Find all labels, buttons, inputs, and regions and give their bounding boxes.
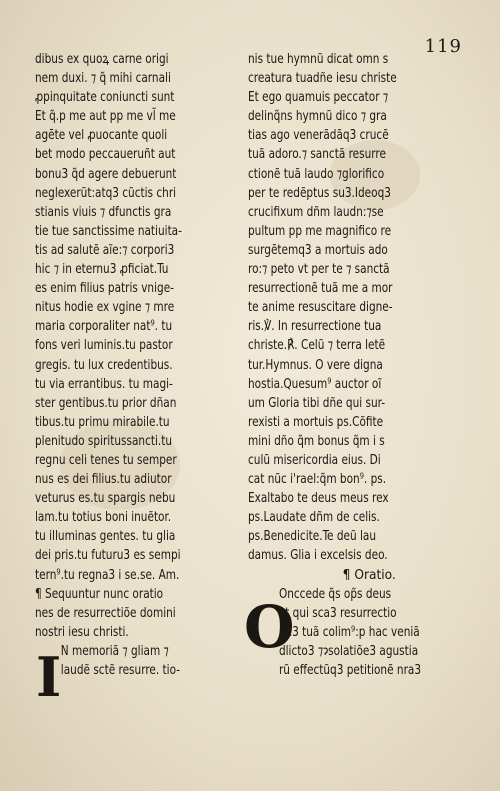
text-line: es enim filius patris vnige- — [35, 280, 174, 297]
text-line: damus. Glia i excelsis deo. — [248, 547, 388, 564]
text-line: ro:⁊ peto vt per te ⁊ sanctã — [248, 261, 390, 278]
text-line: agēte vel ꝓuocante quoli — [35, 127, 168, 144]
text-line: stianis viuis ⁊ dfunctis gra — [35, 203, 172, 220]
text-line: ster gentibus.tu prior dñan — [35, 394, 177, 411]
text-line: resurrectionẽ tuã me a mor — [248, 280, 393, 297]
text-line: creatura tuadñe iesu christe — [248, 70, 397, 87]
text-line: te anime resuscitare digne- — [248, 299, 393, 316]
text-line: Onccede q̃s op̃s deus — [278, 585, 392, 602]
text-line: hic ⁊ in eternu3 ꝓficiat.Tu — [35, 261, 169, 278]
text-line: bet modo peccaueruñt aut — [35, 146, 176, 163]
text-line: ne3 tuã colim⁹:p hac veniã — [278, 623, 420, 640]
text-line: dibus ex quoꝝ carne origi — [35, 51, 169, 67]
text-line: bonu3 q̃d agere debuerunt — [35, 165, 177, 182]
text-line: nitus hodie ex vgine ⁊ mre — [35, 299, 175, 316]
text-line: tuã adoro.⁊ sanctã resurre — [248, 146, 386, 163]
text-line: plenitudo spiritussancti.tu — [35, 432, 173, 449]
text-line: mini dño q̃m bonus q̃m i s — [248, 432, 385, 449]
text-line: lam.tu totius boni inuẽtor. — [35, 509, 172, 526]
text-line: tibus.tu primu mirabile.tu — [35, 413, 170, 430]
drop-cap-I: I — [36, 645, 62, 709]
text-line: tern⁹.tu regna3 i se.se. Am. — [35, 566, 180, 583]
text-line: ris.℣. In resurrectione tua — [248, 318, 382, 335]
text-line: nis tue hymnũ dicat omn s — [248, 51, 389, 67]
text-line: crucifixum dñm laudn:⁊se — [248, 203, 384, 220]
text-line: maria corporaliter nat⁹. tu — [35, 318, 173, 335]
text-line: per te redẽptus su3.Ideoq3 — [248, 184, 391, 201]
text-line: Et q̃.p me aut pp me vl̃ me — [35, 108, 176, 125]
text-line: Et ego quamuis peccator ⁊ — [248, 89, 389, 106]
text-line: dei pris.tu futuru3 es sempi — [35, 547, 181, 564]
left-column — [35, 50, 240, 680]
text-line: ctionẽ tuã laudo ⁊glorifico — [248, 165, 385, 182]
text-line: laudẽ sctẽ resurre. tio- — [60, 662, 181, 678]
rubric-line: nes de resurrectiõe domini — [35, 604, 176, 621]
text-line: tis ad salutẽ aĩe:⁊ corpori3 — [35, 241, 175, 258]
folio-number: 119 — [424, 36, 462, 57]
rubric-line: nostri iesu christi. — [35, 623, 129, 640]
text-line: ps.Benedicite.Te deũ lau — [248, 528, 377, 545]
text-line: nem duxi. ⁊ q̃ mihi carnali — [35, 70, 171, 87]
text-line: delinq̃ns hymnũ dico ⁊ gra — [248, 108, 387, 125]
text-line: hostia.Quesum⁹ auctor oĩ — [248, 375, 382, 392]
text-line: neglexerũt:atq3 cũctis chri — [35, 184, 177, 201]
text-line: Exaltabo te deus meus rex — [248, 490, 389, 507]
text-line: dlicto3 ⁊ɂsolatiõe3 agustia — [278, 642, 419, 659]
right-column — [248, 50, 457, 680]
text-line: rũ effectũq3 petitionẽ nra3 — [278, 662, 422, 678]
text-line: nus es dei filius.tu adiutor — [35, 471, 172, 488]
text-line: surgẽtemq3 a mortuis ado — [248, 241, 388, 258]
text-line: vt qui sca3 resurrectio — [278, 604, 397, 621]
text-line: tias ago venerãdãq3 crucẽ — [248, 127, 389, 144]
text-line: ps.Laudate dñm de celis. — [248, 509, 380, 526]
text-line: veturus es.tu spargis nebu — [35, 490, 176, 507]
text-line: cat nũc i'rael:q̃m bon⁹. ps. — [248, 471, 387, 488]
text-line: rexisti a mortuis ps.Cõfite — [248, 413, 384, 430]
text-line: N memoriã ⁊ gliam ⁊ — [60, 642, 169, 659]
text-line: christe.℟. Celũ ⁊ terra letẽ — [248, 337, 386, 354]
text-line: tu illuminas gentes. tu glia — [35, 528, 176, 545]
text-line: tie tue sanctissime natiuita- — [35, 222, 182, 239]
text-line: tu via errantibus. tu magi- — [35, 375, 173, 392]
rubric-heading: ¶ Oratio. — [342, 566, 396, 583]
text-line: tur.Hymnus. O vere digna — [248, 356, 383, 373]
drop-cap-O: O — [244, 593, 295, 661]
text-line: gregis. tu lux credentibus. — [35, 356, 173, 373]
text-line: ꝓpinquitate coniuncti sunt — [35, 89, 175, 106]
text-line: culũ misericordia eius. Di — [248, 451, 381, 468]
text-line: pultum pp me magnifico re — [248, 222, 392, 239]
text-line: regnu celi tenes tu semper — [35, 451, 177, 468]
text-line: fons veri luminis.tu pastor — [35, 337, 173, 354]
text-line: um Gloria tibi dñe qui sur- — [248, 394, 386, 411]
rubric-line: ¶ Sequuntur nunc oratio — [35, 585, 164, 602]
